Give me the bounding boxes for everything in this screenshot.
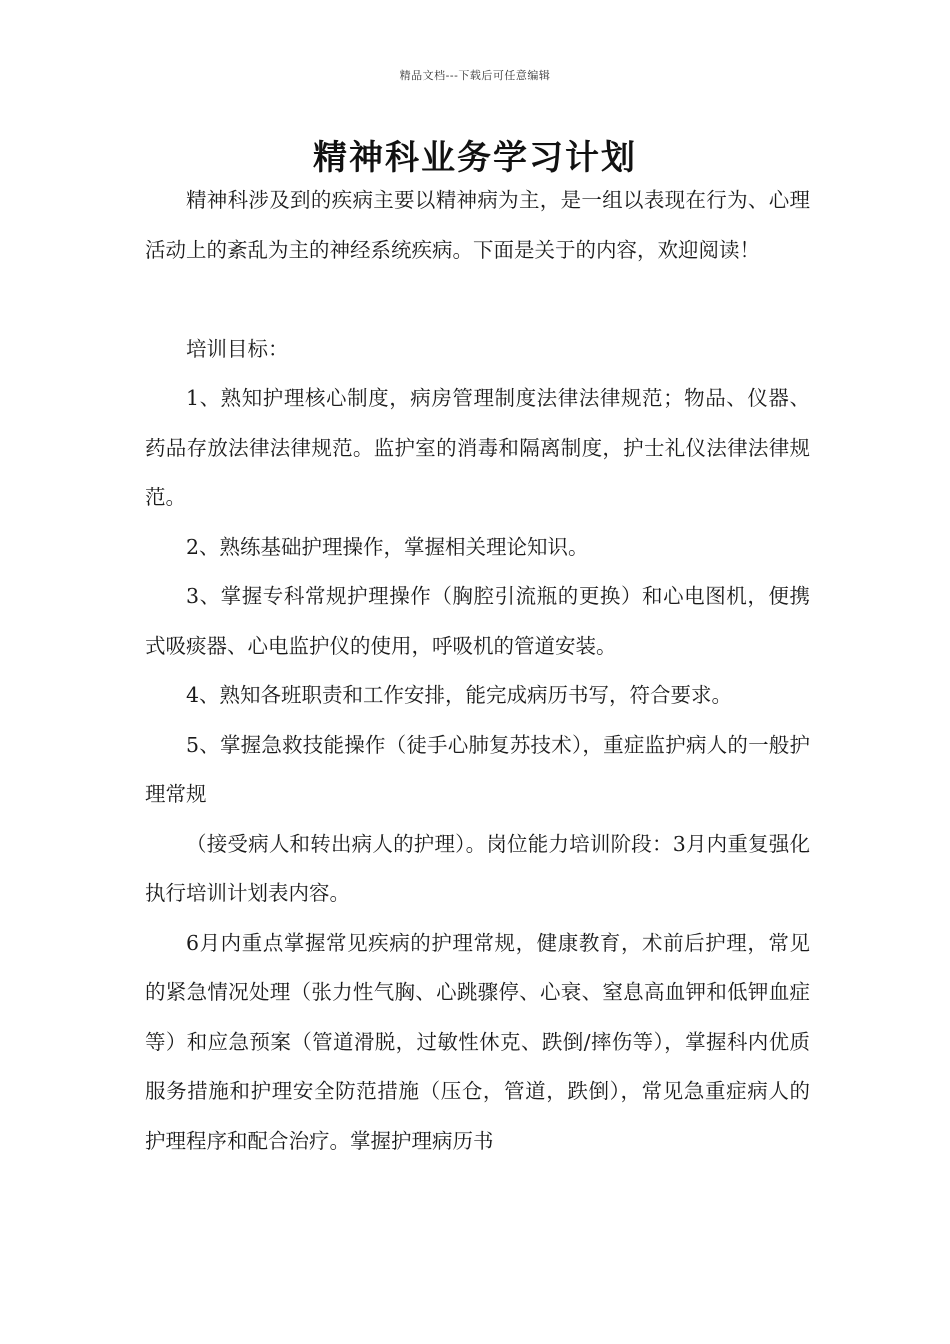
paragraph-item-2: 2、熟练基础护理操作，掌握相关理论知识。 xyxy=(186,534,589,559)
paragraph-item-5-continued: （接受病人和转出病人的护理）。岗位能力培训阶段：3月内重复强化执行培训计划表内容。 xyxy=(145,831,810,905)
paragraph-intro: 精神科涉及到的疾病主要以精神病为主，是一组以表现在行为、心理活动上的紊乱为主的神经系统疾病。下面是关于的内容，欢迎阅读！ xyxy=(145,188,810,262)
header-note: 精品文档---下载后可任意编辑 xyxy=(399,69,551,82)
document-title: 精神科业务学习计划 xyxy=(313,138,637,178)
paragraph-six-month-goals: 6月内重点掌握常见疾病的护理常规，健康教育，术前后护理，常见的紧急情况处理（张力性气胸、心跳骤停、心衰、窒息高血钾和低钾血症等）和应急预案（管道滑脱，过敏性休克、跌倒/摔伤等），掌握科内优质服务措施和护理安全防范措施（压仓，管道，跌倒），常见急重症病人的护理程序和配合治疗。掌握护理病历书 xyxy=(145,930,810,1153)
paragraph-training-goals-heading: 培训目标： xyxy=(186,336,289,361)
paragraph-item-4: 4、熟知各班职责和工作安排，能完成病历书写，符合要求。 xyxy=(186,683,733,707)
document-body xyxy=(145,176,810,1166)
paragraph-item-1: 1、熟知护理核心制度，病房管理制度法律法律规范；物品、仪器、药品存放法律法律规范。监护室的消毒和隔离制度，护士礼仪法律法律规范。 xyxy=(145,386,810,509)
paragraph-item-3: 3、掌握专科常规护理操作（胸腔引流瓶的更换）和心电图机，便携式吸痰器、心电监护仪的使用，呼吸机的管道安装。 xyxy=(145,584,810,658)
paragraph-item-5: 5、掌握急救技能操作（徒手心肺复苏技术），重症监护病人的一般护理常规 xyxy=(145,732,810,806)
blank-line xyxy=(145,275,810,325)
